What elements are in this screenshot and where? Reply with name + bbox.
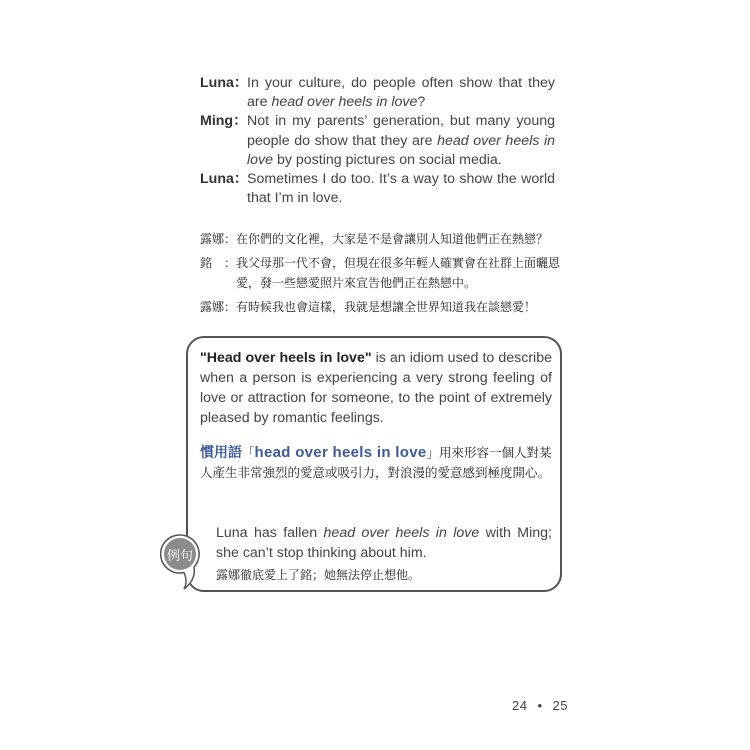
translation-text: 我父母那一代不會，但現在很多年輕人確實會在社群上面曬恩愛，發一些戀愛照片來宣告他們正在熱戀中。: [236, 256, 561, 290]
text-run: Not in my parents’ generation, but many young people do show that they are: [247, 113, 555, 149]
example-badge: [160, 534, 204, 574]
idiom-italic: head over heels in love: [323, 525, 480, 541]
explanation-text: 用來形容一個人對某人產生非常強烈的愛意或吸引力，對浪漫的愛意感到極度開心。: [200, 445, 552, 480]
text-run: by posting pictures on social media.: [273, 151, 502, 168]
example-sentence: [216, 523, 552, 563]
page-numbers: [512, 698, 568, 713]
idiom-italic: head over heels in love: [271, 94, 418, 111]
dialogue-line: [200, 74, 555, 112]
text-run: ?: [417, 94, 426, 111]
english-dialogue: [200, 74, 555, 208]
dialogue-text: [247, 74, 555, 112]
speaker-name: 銘 ：: [200, 256, 237, 270]
translation-text: 在你們的文化裡，大家是不是會讓別人知道他們正在熱戀？: [236, 232, 549, 246]
text-run: with Ming; she can’t stop thinking about him.: [216, 525, 552, 561]
translation-line: [200, 297, 560, 317]
dialogue-text: [247, 112, 555, 170]
page-number-right: 25: [552, 698, 568, 713]
idiom-quoted: "Head over heels in love": [200, 350, 372, 366]
idiom-definition: [200, 348, 552, 428]
example-translation: 露娜徹底愛上了銘；她無法停止想他。: [216, 568, 421, 582]
page-separator: •: [537, 698, 543, 713]
idiom-label: 慣用語: [200, 445, 242, 461]
speaker-name: 露娜：: [200, 300, 237, 314]
dialogue-line: [200, 112, 555, 170]
idiom-chinese-explanation: [200, 443, 552, 482]
speaker-name: 露娜：: [200, 232, 237, 246]
speaker-name: Luna：: [200, 75, 249, 91]
translation-text: 有時候我也會這樣，我就是想讓全世界知道我在談戀愛！: [236, 300, 537, 314]
translation-line: [200, 229, 560, 249]
idiom-phrase: head over heels in love: [254, 444, 427, 461]
translation-line: [200, 253, 560, 293]
dialogue-line: [200, 170, 555, 208]
example-label: 例句: [166, 548, 193, 564]
dialogue-text: Sometimes I do too. It’s a way to show the world that I’m in love.: [247, 171, 555, 207]
close-quote: 」: [426, 445, 439, 460]
speaker-name: Ming：: [200, 113, 248, 130]
open-quote: 「: [242, 445, 255, 460]
speaker-name: Luna：: [200, 171, 249, 188]
page-number-left: 24: [512, 698, 528, 713]
definition-text: is an idiom used to describe when a person is experiencing a very strong feeling of love or attraction for someone, to the point of extremely pleased by romantic feelings.: [200, 350, 552, 426]
chinese-translation: [200, 229, 560, 321]
text-run: Luna has fallen: [216, 525, 324, 541]
idiom-italic: head over heels in love: [247, 132, 555, 168]
text-run: In your culture, do people often show that they are: [247, 75, 555, 111]
